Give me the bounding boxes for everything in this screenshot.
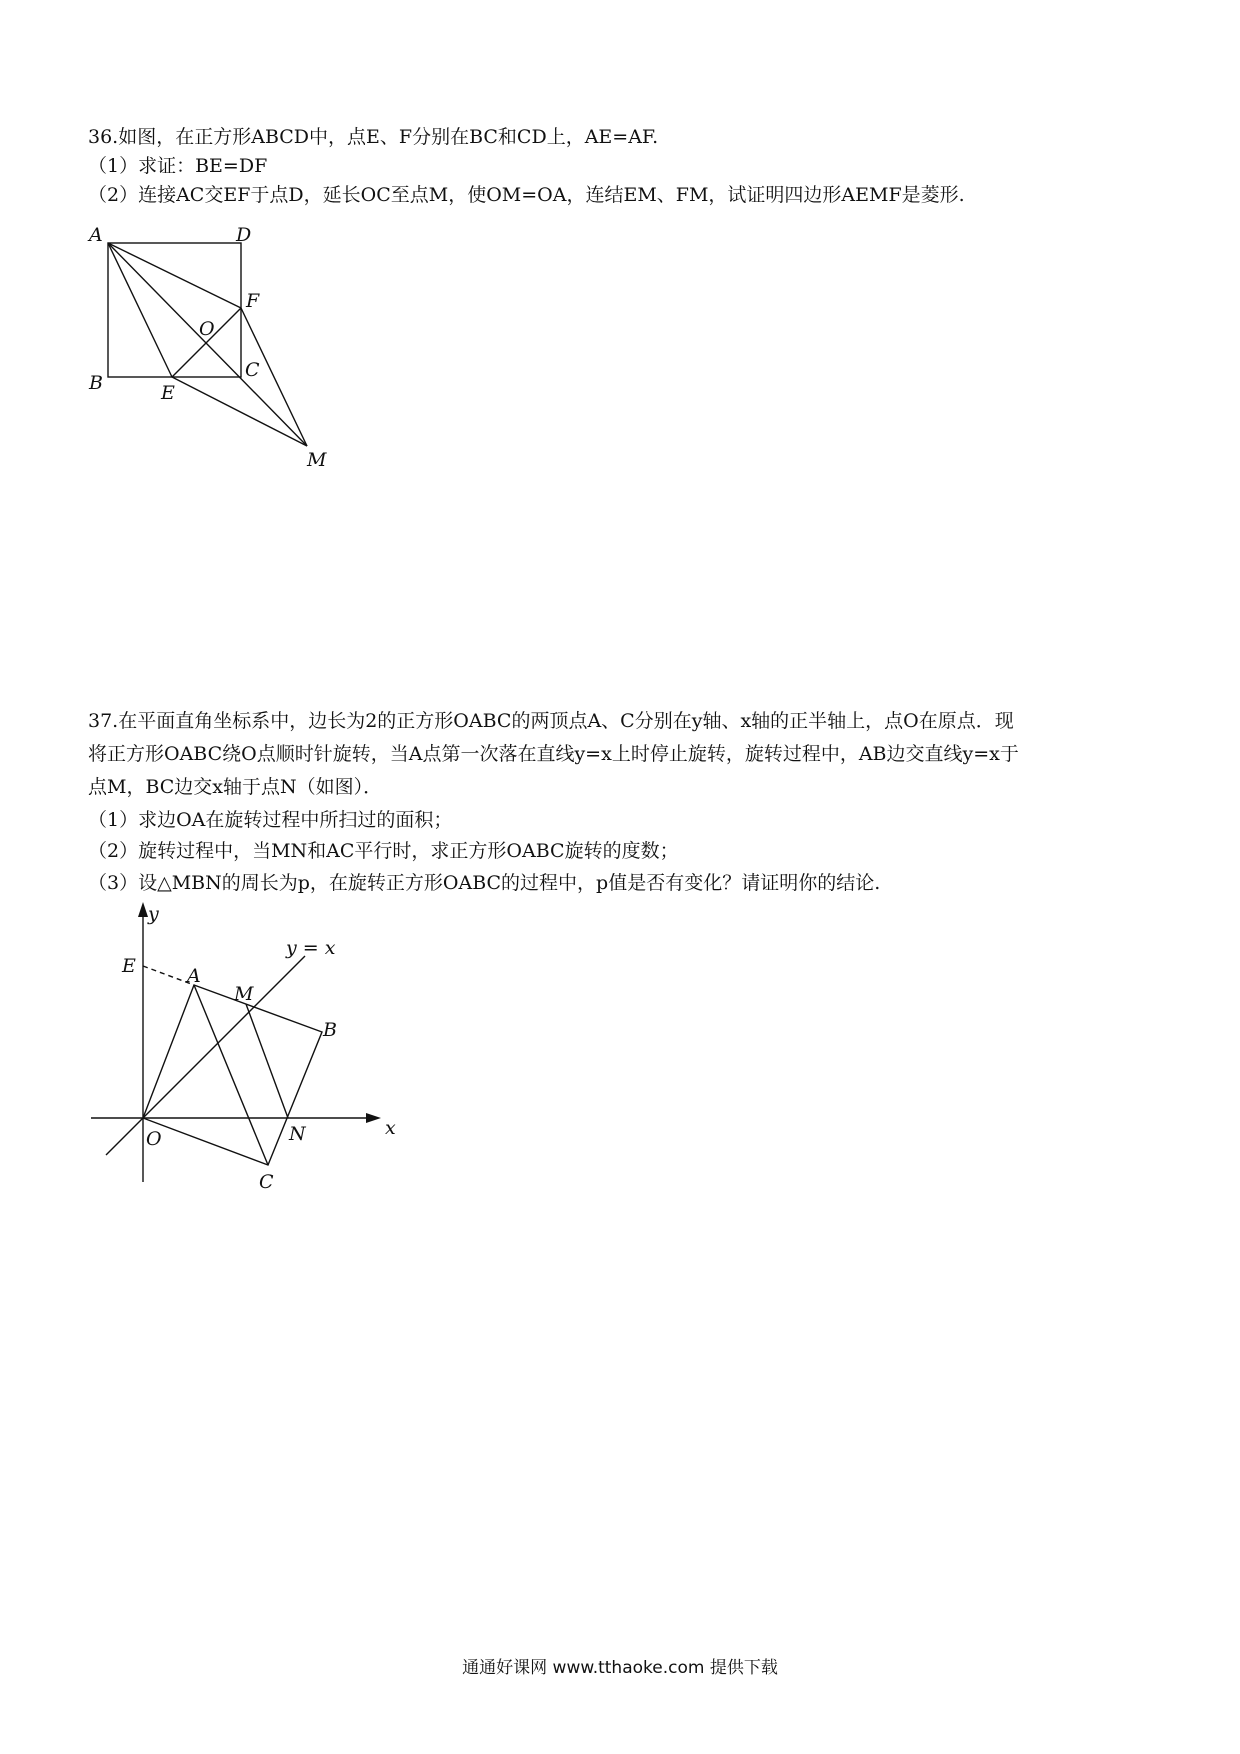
label-b: B xyxy=(89,372,103,394)
q37-stem-line2: 将正方形OABC绕O点顺时针旋转，当A点第一次落在直线y=x上时停止旋转，旋转过程中，AB边交直线y=x于 xyxy=(88,743,1019,765)
segment-mn xyxy=(246,1004,288,1118)
x-axis-arrow xyxy=(366,1113,381,1123)
segment-ac xyxy=(194,985,268,1165)
q36-stem: 36.如图，在正方形ABCD中，点E、F分别在BC和CD上，AE=AF. xyxy=(88,126,659,148)
label-e: E xyxy=(161,382,175,404)
label-e: E xyxy=(122,955,136,977)
q37-stem-line1: 37.在平面直角坐标系中，边长为2的正方形OABC的两顶点A、C分别在y轴、x轴的正半轴上，点O在原点．现 xyxy=(88,710,1014,732)
q37-part1: （1）求边OA在旋转过程中所扫过的面积； xyxy=(88,809,453,831)
label-d: D xyxy=(236,224,252,246)
label-f: F xyxy=(246,290,260,312)
label-a: A xyxy=(187,965,201,987)
label-line: y = x xyxy=(286,937,336,959)
label-x: x xyxy=(385,1117,396,1139)
q37-stem-line3: 点M，BC边交x轴于点N（如图）． xyxy=(88,776,383,798)
label-m: M xyxy=(307,449,327,471)
q36-part1: （1）求证：BE=DF xyxy=(88,155,268,177)
q37-part2: （2）旋转过程中，当MN和AC平行时，求正方形OABC旋转的度数； xyxy=(88,840,679,862)
label-a: A xyxy=(89,224,103,246)
line-y-eq-x xyxy=(106,956,305,1155)
label-o: O xyxy=(199,318,215,340)
label-m: M xyxy=(234,983,254,1005)
label-o: O xyxy=(146,1128,162,1150)
label-c: C xyxy=(245,359,260,381)
page-footer: 通通好课网 www.tthaoke.com 提供下载 xyxy=(462,1658,778,1678)
label-y: y xyxy=(148,903,159,925)
label-n: N xyxy=(289,1123,306,1145)
q37-part3: （3）设△MBN的周长为p，在旋转正方形OABC的过程中，p值是否有变化？请证明你的结论. xyxy=(88,872,881,894)
y-axis-arrow xyxy=(138,902,148,917)
label-c: C xyxy=(259,1171,274,1193)
q36-part2: （2）连接AC交EF于点D，延长OC至点M，使OM=OA，连结EM、FM，试证明四边形AEMF是菱形. xyxy=(88,184,965,206)
label-b: B xyxy=(323,1019,337,1041)
